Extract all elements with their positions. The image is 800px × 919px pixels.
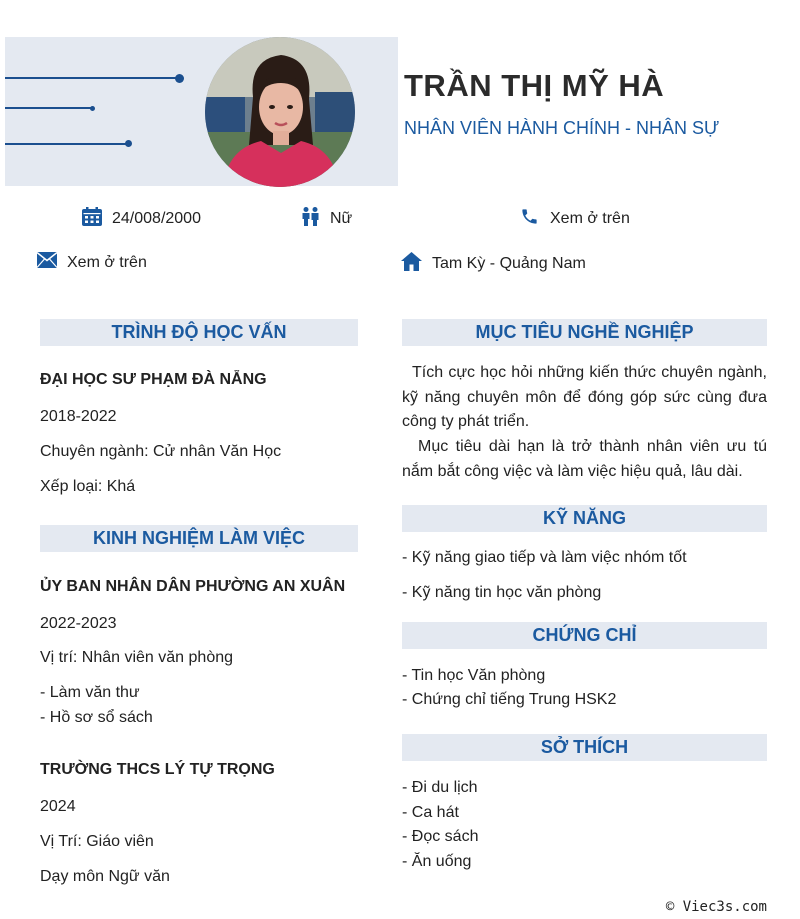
job-org: TRƯỜNG THCS LÝ TỰ TRỌNG: [40, 761, 275, 778]
birthday-info: [82, 207, 201, 231]
skills-heading: KỸ NĂNG: [402, 505, 767, 532]
certificate-item: - Chứng chỉ tiếng Trung HSK2: [402, 691, 617, 708]
calendar-icon: [82, 207, 102, 231]
people-icon: [302, 207, 319, 231]
hobbies-heading: SỞ THÍCH: [402, 734, 767, 761]
education-grade: Xếp loại: Khá: [40, 478, 136, 495]
decorative-line-3: [5, 143, 130, 145]
address-value: Tam Kỳ - Quảng Nam: [432, 255, 586, 272]
job-duty: - Làm văn thư: [40, 684, 140, 701]
candidate-name: TRẦN THỊ MỸ HÀ: [404, 68, 665, 103]
decorative-dot-2: [90, 106, 95, 111]
experience-heading: KINH NGHIỆM LÀM VIỆC: [40, 525, 358, 552]
education-years: 2018-2022: [40, 408, 117, 425]
hobby-item: - Đọc sách: [402, 828, 479, 845]
watermark: © Viec3s.com: [665, 899, 767, 915]
email-value: Xem ở trên: [67, 253, 147, 271]
skill-item: - Kỹ năng giao tiếp và làm việc nhóm tốt: [402, 549, 687, 566]
decorative-dot-3: [125, 140, 132, 147]
job-duty: Dạy môn Ngữ văn: [40, 868, 170, 885]
phone-info: [520, 207, 630, 231]
job-duty: - Hồ sơ sổ sách: [40, 709, 153, 726]
avatar: [205, 37, 355, 187]
job-years: 2022-2023: [40, 615, 117, 632]
hobby-item: - Ăn uống: [402, 853, 472, 870]
skill-item: - Kỹ năng tin học văn phòng: [402, 584, 602, 601]
email-info: [37, 252, 147, 273]
job-position: Vị Trí: Giáo viên: [40, 833, 154, 850]
home-icon: [401, 252, 422, 276]
job-org: ỦY BAN NHÂN DÂN PHƯỜNG AN XUÂN: [40, 578, 346, 595]
birthday-value: 24/008/2000: [112, 210, 201, 227]
job-years: 2024: [40, 798, 76, 815]
certificate-item: - Tin học Văn phòng: [402, 667, 546, 684]
phone-icon: [520, 207, 539, 231]
decorative-dot-1: [175, 74, 184, 83]
education-heading: TRÌNH ĐỘ HỌC VẤN: [40, 319, 358, 346]
hobby-item: - Ca hát: [402, 804, 459, 821]
job-position: Vị trí: Nhân viên văn phòng: [40, 649, 234, 666]
address-info: [401, 252, 586, 276]
hobby-item: - Đi du lịch: [402, 779, 478, 796]
gender-info: [302, 207, 352, 231]
certificates-heading: CHỨNG CHỈ: [402, 622, 767, 649]
decorative-line-2: [5, 107, 93, 109]
objective-paragraph: Tích cực học hỏi những kiến thức chuyên ngành, kỹ năng chuyên môn để đóng góp sức cùng đưa công ty phát triển.: [402, 364, 767, 431]
job-title: NHÂN VIÊN HÀNH CHÍNH - NHÂN SỰ: [404, 118, 720, 138]
phone-value: Xem ở trên: [550, 210, 630, 227]
education-school: ĐẠI HỌC SƯ PHẠM ĐÀ NẴNG: [40, 371, 267, 388]
education-major: Chuyên ngành: Cử nhân Văn Học: [40, 443, 282, 460]
decorative-line-1: [5, 77, 180, 79]
objective-heading: MỤC TIÊU NGHỀ NGHIỆP: [402, 319, 767, 346]
objective-paragraph: Mục tiêu dài hạn là trở thành nhân viên ưu tú nắm bắt công việc và làm việc hiệu quả, lâu dài.: [402, 438, 767, 480]
envelope-icon: [37, 252, 57, 273]
gender-value: Nữ: [330, 210, 353, 227]
